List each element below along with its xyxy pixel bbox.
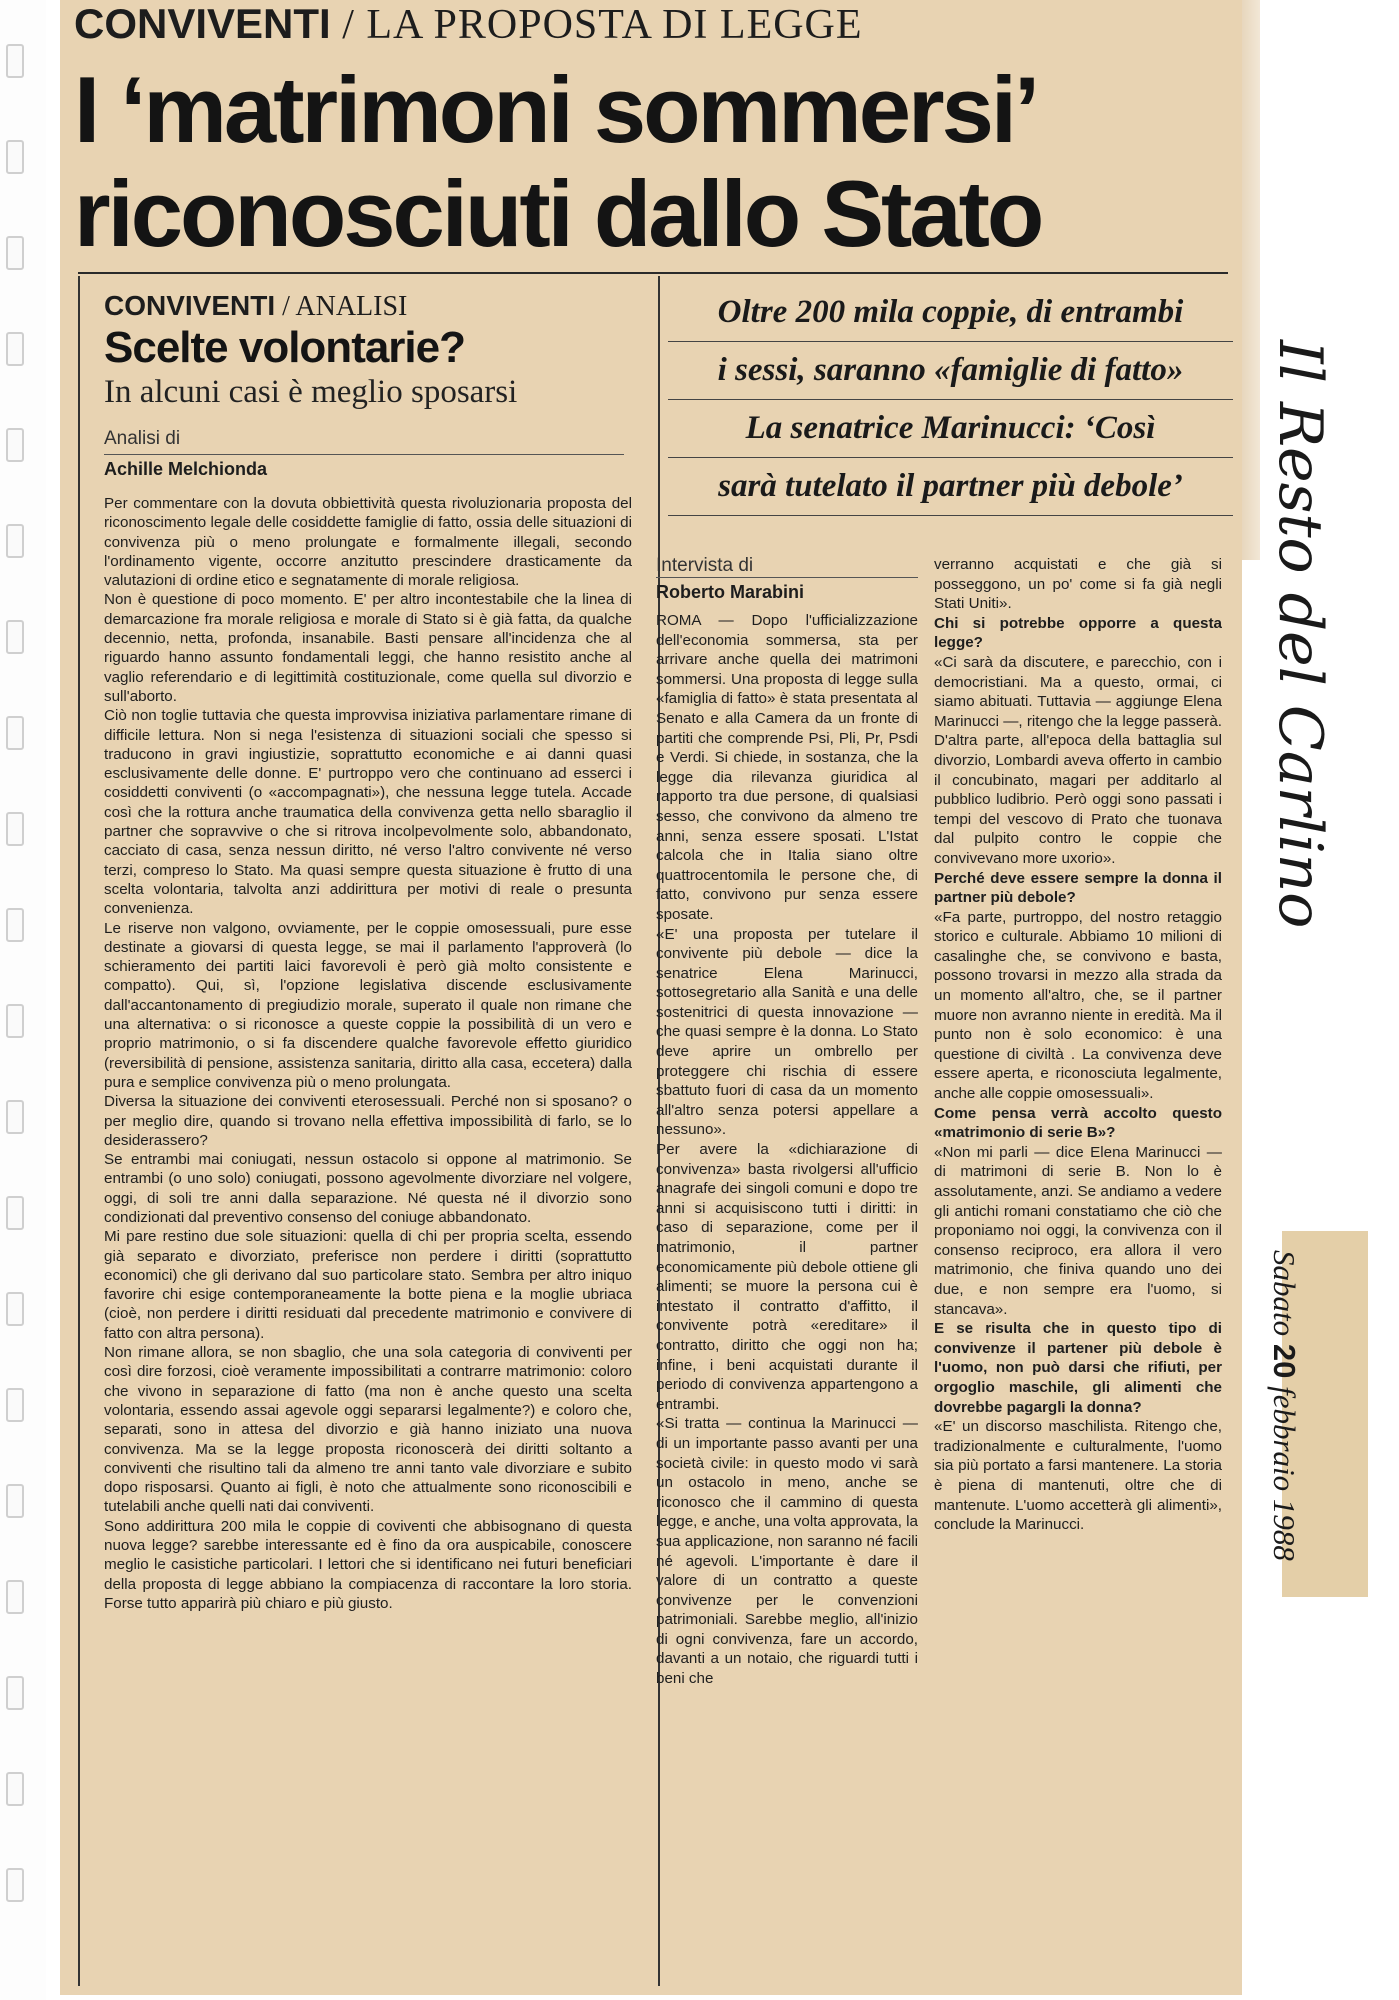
paragraph: «Non mi parli — dice Elena Marinucci — di matrimoni di serie B. Non lo è assolutamente, anzi. Se andiamo a vedere gli antichi romani constatiamo che ciò che proponiamo noi oggi, la convivenza con il consenso reciproco, era allora il vero matrimonio, che finiva quando uno dei due, e non sempre era l'uomo, si stancava». bbox=[934, 1143, 1222, 1318]
binder-ring bbox=[6, 1388, 24, 1422]
binder-ring bbox=[6, 812, 24, 846]
analysis-body bbox=[104, 494, 632, 1974]
binder-ring bbox=[6, 1580, 24, 1614]
binder-ring bbox=[6, 140, 24, 174]
interview-body-1 bbox=[656, 611, 918, 1995]
binder-ring bbox=[6, 1292, 24, 1326]
paragraph: Sono addirittura 200 mila le coppie di coviventi che abbisognano di questa nuova legge? sarebbe interessante ed è fino da ora auspicabile, conoscere meglio le casistiche particolari. I lettori che si identificano nei futuri beneficiari della proposta di legge abbiano la compiacenza di raccontare la loro storia. Forse tutto apparirà più chiaro e più giusto. bbox=[104, 1517, 632, 1612]
paragraph: Mi pare restino due sole situazioni: quella di chi per propria scelta, essendo già separato e divorziato, preferisce non perdere i diritti (soprattutto economici) che gli derivano dal suo particolare stato. Sembra per altro iniquo favorire chi esige contemporaneamente la botte piena e la moglie ubriaca (cioè, non perdere i diritti residuati dal precedente matrimonio e convivere di fatto con altra persona). bbox=[104, 1228, 632, 1342]
paragraph: «Si tratta — continua la Marinucci — di un importante passo avanti per una società civile: in questo modo vi sarà un ostacolo in meno, anche se riconosco che il cammino di questa legge, e anche, una volta approvata, la sua applicazione, non saranno né facili né agevoli. L'importante è dare il valore di un contratto a queste convivenze per le convenzioni patrimoniali. Sarebbe meglio, all'inizio di ogni convivenza, fare un accordo, davanti a un notaio, che riguardi tutti i beni che bbox=[656, 1415, 918, 1688]
analysis-subtitle: In alcuni casi è meglio sposarsi bbox=[104, 374, 518, 410]
binder-ring bbox=[6, 1772, 24, 1806]
interview-deck bbox=[668, 284, 1233, 516]
paragraph: Non è questione di poco momento. E' per altro incontestabile che la linea di demarcazione fra morale religiosa e morale di Stato si è già fatta, da qualche decennio, netta, profonda, insanabile. Basti pensare all'incidenza che al riguardo hanno assunto fondamentali leggi, che hanno resistito anche al vaglio referendario e di legittimità costituzionale, come quella sul divorzio e sull'aborto. bbox=[104, 591, 632, 705]
section-kicker: CONVIVENTI / LA PROPOSTA DI LEGGE bbox=[74, 0, 863, 48]
binder-ring bbox=[6, 716, 24, 750]
divider bbox=[78, 272, 1228, 274]
interview-column-1 bbox=[656, 555, 918, 1995]
paragraph: Per avere la «dichiarazione di convivenza» basta rivolgersi all'ufficio anagrafe dei singoli comuni e dopo tre anni si acquisiscono tutti i diritti: in caso di separazione, come per il matrimonio, il partner economicamente più debole ottiene gli alimenti; se muore la persona cui è intestato il contratto d'affitto, il convivente potrà «ereditare» il contratto, diritto che oggi non ha; infine, i beni acquistati durante il periodo di convivenza appartengono a entrambi. bbox=[656, 1141, 918, 1413]
paragraph: verranno acquistati e che già si posseggono, un po' come si fa già negli Stati Uniti». bbox=[934, 556, 1222, 613]
handwritten-source-note: Il Resto del Carlino bbox=[1265, 340, 1335, 929]
analysis-kicker: CONVIVENTI / ANALISI bbox=[104, 290, 408, 322]
deck-line: Oltre 200 mila coppie, di entrambi bbox=[668, 284, 1233, 342]
binder-ring bbox=[6, 44, 24, 78]
paragraph: «E' una proposta per tutelare il convivente più debole — dice la senatrice Elena Marinucci, sottosegretario alla Sanità e una delle sostenitrici di questa innovazione — che quasi sempre è la donna. Lo Stato deve aprire un ombrello per proteggere chi rischia di essere sbattuto fuori di casa da un momento all'altro senza potersi appellare a nessuno». bbox=[656, 925, 918, 1139]
paragraph: «Ci sarà da discutere, e parecchio, con i democristiani. Ma a questo, ormai, ci siamo abituati. Tuttavia — aggiunge Elena Marinucci —, ritengo che la legge passerà. D'altra parte, all'epoca della battaglia sul divorzio, Lombardi aveva offerto in cambio il concubinato, magari per additarlo al pubblico ludibrio. Però oggi sono passati i tempi del vescovo di Prato che tuonava dal pulpito contro le coppie che convivevano more uxorio». bbox=[934, 653, 1222, 867]
deck-line: La senatrice Marinucci: ‘Così bbox=[668, 400, 1233, 458]
paragraph: «Fa parte, purtroppo, del nostro retaggio storico e culturale. Abbiamo 10 milioni di casalinghe che, se convivono e basta, possono trovarsi in mezzo alla strada da un momento all'altro, che, se il partner muore non avranno niente in eredità. Ma il punto non è solo economico: è una questione di civiltà . La convivenza deve essere aperta, e riconosciuta legalmente, anche alle coppie omosessuali». bbox=[934, 908, 1222, 1103]
binder-ring bbox=[6, 908, 24, 942]
interview-column-2 bbox=[934, 555, 1222, 1985]
binder-ring bbox=[6, 620, 24, 654]
binder-ring bbox=[6, 524, 24, 558]
interview-question: E se risulta che in questo tipo di convivenze il partener più debole è l'uomo, non può darsi che rifiuti, per orgoglio maschile, gli alimenti che dovrebbe pagargli la donna? bbox=[934, 1320, 1222, 1416]
binder-ring bbox=[6, 236, 24, 270]
paragraph: Le riserve non valgono, ovviamente, per le coppie omosessuali, pure esse destinate a giovarsi di questa legge, se mai il parlamento l'approverà (lo schieramento dei partiti laici favorevoli è però già molto consistente e compatto). Qui, sì, l'opzione legislativa discende esclusivamente dall'accantonamento di pregiudizio morale, superato il quale non rimane che una alternativa: o si riconosce a queste coppie la possibilità di un vero e proprio matrimonio, o si fa discendere qualche favorevole effetto giuridico (reversibilità di pensione, assistenza sanitaria, diritto alla casa, eccetera) dalla pura e semplice convivenza più o meno prolungata. bbox=[104, 919, 632, 1091]
binder-ring bbox=[6, 1484, 24, 1518]
paragraph: Non rimane allora, se non sbaglio, che una sola categoria di conviventi per così dire forzosi, cioè veramente impossibilitati a contrarre matrimonio: coloro che vivono in separazione di fatto (ma non è anche questo una scelta volontaria, essendo assai agevole oggi separarsi legalmente?) e coloro che, separati, sono in attesa del divorzio e già hanno iniziato una nuova convivenza. Ma se la legge proposta riconoscerà dei diritti soltanto a conviventi che risultino tali da almeno tre anni tanto vale divorziare e subito dopo risposarsi. Quanto ai figli, è noto che attualmente sono riconoscibili e tutelabili anche quelli nati dai conviventi. bbox=[104, 1344, 632, 1516]
paragraph: ROMA — Dopo l'ufficializzazione dell'economia sommersa, sta per arrivare anche quella dei matrimoni sommersi. Una proposta di legge sulla «famiglia di fatto» è stata presentata al Senato e alla Camera da un fronte di partiti che comprende Psi, Pli, Pr, Psdi e Verdi. Si chiede, in sostanza, che la legge dia rilevanza giuridica al rapporto tra due persone, di qualsiasi sesso, che convivono da almeno tre anni, senza essere sposati. L'Istat calcola che in Italia siano oltre quattrocentomila le persone che, di fatto, convivono pur senza essere sposate. bbox=[656, 612, 918, 923]
paragraph: Se entrambi mai coniugati, nessun ostacolo si oppone al matrimonio. Se entrambi (o uno solo) coniugati, possono agevolmente divorziare nel volgere, oggi, di soli tre anni dalla separazione. Né questa né il divorzio sono condizionati dal preventivo consenso del coniuge abbandonato. bbox=[104, 1151, 632, 1226]
interview-byline: Intervista di bbox=[656, 555, 754, 576]
publication-date: Sabato 20 febbraio 1988 bbox=[1267, 1250, 1302, 1561]
binder-ring bbox=[6, 1676, 24, 1710]
binder-ring bbox=[6, 1196, 24, 1230]
binder-ring bbox=[6, 332, 24, 366]
binder-ring bbox=[6, 1100, 24, 1134]
newspaper-clipping bbox=[60, 0, 1242, 1995]
paragraph: Per commentare con la dovuta obbiettività questa rivoluzionaria proposta del riconoscimento legale delle cosiddette famiglie di fatto, ossia delle situazioni di convivenza più o meno prolungate e formalmente illegali, secondo l'ordinamento vigente, occorre anzitutto prescindere drasticamente da valutazioni di ordine etico e segnatamente di morale religiosa. bbox=[104, 495, 632, 590]
binder-ring bbox=[6, 1868, 24, 1902]
binder-ring bbox=[6, 1004, 24, 1038]
paragraph: Diversa la situazione dei conviventi eterosessuali. Perché non si sposano? o per meglio dire, quando si trovano nella effettiva impossibilità di farlo, se lo desiderassero? bbox=[104, 1093, 632, 1149]
headline: I ‘matrimoni sommersi’ riconosciuti dallo Stato bbox=[74, 57, 1042, 266]
deck-line: i sessi, saranno «famiglie di fatto» bbox=[668, 342, 1233, 400]
interview-question: Chi si potrebbe opporre a questa legge? bbox=[934, 614, 1222, 652]
interview-question: Perché deve essere sempre la donna il partner più debole? bbox=[934, 869, 1222, 907]
deck-line: sarà tutelato il partner più debole’ bbox=[668, 458, 1233, 516]
binder-ring bbox=[6, 428, 24, 462]
paragraph: «E' un discorso maschilista. Ritengo che, tradizionalmente e culturalmente, l'uomo sia più portato a farsi mantenere. La storia è piena di mantenuti, oltre che di mantenute. L'uomo accetterà gli alimenti», conclude la Marinucci. bbox=[934, 1418, 1222, 1534]
binder-strip bbox=[0, 0, 46, 2000]
interview-author: Roberto Marabini bbox=[656, 577, 918, 603]
analysis-byline: Analisi di bbox=[104, 428, 181, 449]
analysis-title: Scelte volontarie? bbox=[104, 323, 466, 372]
analysis-author: Achille Melchionda bbox=[104, 454, 624, 480]
analysis-box bbox=[78, 276, 660, 1986]
paragraph: Ciò non toglie tuttavia che questa improvvisa iniziativa parlamentare rimane di difficile lettura. Non si nega l'esistenza di situazioni sociali che spesso si traducono in gravi ingiustizie, soprattutto economiche e ai danni quasi esclusivamente delle donne. E' purtroppo vero che continuano ad esserci i cosiddetti conviventi (o «accompagnati»), che nessuna legge tutela. Accade così che la rottura anche traumatica della convivenza getta nello sbaraglio il partner che sopravvive o che si ritrova incolpevolmente solo, abbandonato, cacciato di casa, senza nessun diritto, né verso l'altro convivente né verso terzi, compreso lo Stato. Ma quasi sempre questa situazione è frutto di una scelta volontaria, talvolta anzi addirittura per motivi di reale o presunta convenienza. bbox=[104, 707, 632, 918]
interview-question: Come pensa verrà accolto questo «matrimonio di serie B»? bbox=[934, 1104, 1222, 1142]
